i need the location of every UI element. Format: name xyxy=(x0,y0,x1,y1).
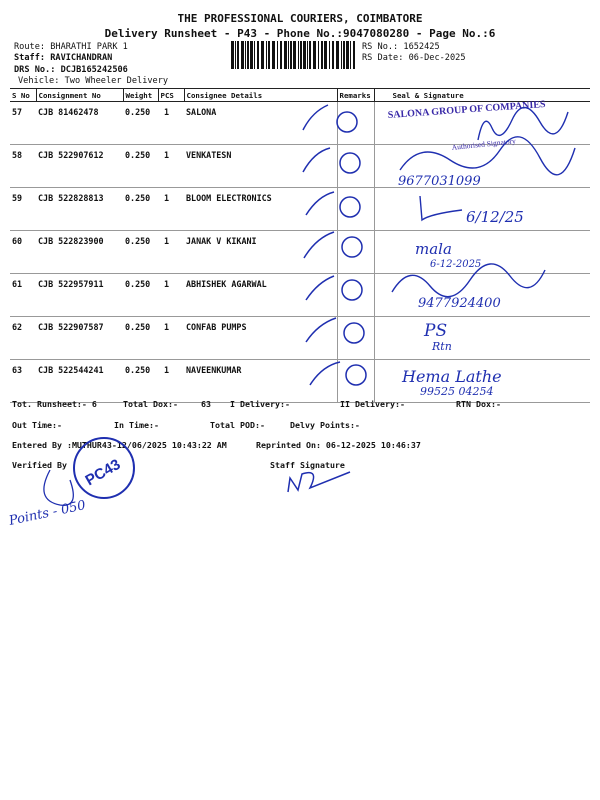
cell-consignee: JANAK V KIKANI xyxy=(184,231,337,274)
rs-no-label: RS No.: xyxy=(362,42,399,52)
cell-remarks xyxy=(337,188,374,231)
cell-seal xyxy=(374,102,590,145)
staff-label: Staff: xyxy=(14,53,46,63)
cell-seal xyxy=(374,145,590,188)
phone-58: 9677031099 xyxy=(398,174,481,189)
cell-seal xyxy=(374,317,590,360)
verified-by: Verified By xyxy=(12,460,67,470)
i-delivery: I Delivery:- xyxy=(230,399,290,409)
entered-by: Entered By :MUTHUR43-12/06/2025 10:43:22 AM xyxy=(12,440,227,450)
rtn-dox: RTN Dox:- xyxy=(456,399,501,409)
out-time: Out Time:- xyxy=(12,420,62,430)
staff-value: RAVICHANDRAN xyxy=(50,53,113,63)
barcode-bar xyxy=(353,41,355,69)
cell-consignment: CJB 522828813 xyxy=(36,188,123,231)
cell-sno: 59 xyxy=(10,188,36,231)
col-consignee: Consignee Details xyxy=(184,89,337,102)
route-line xyxy=(14,42,128,52)
cell-consignment: CJB 522544241 xyxy=(36,360,123,403)
barcode-bar xyxy=(346,41,349,69)
name-62: PS xyxy=(424,321,448,341)
pc-stamp-text: PC43 xyxy=(82,455,124,490)
drs-label: DRS No.: xyxy=(14,65,56,75)
cell-sno: 61 xyxy=(10,274,36,317)
cell-pcs: 1 xyxy=(158,274,184,317)
rs-date-label: RS Date: xyxy=(362,53,404,63)
rs-no-value: 1652425 xyxy=(403,42,440,52)
ii-delivery: II Delivery:- xyxy=(340,399,405,409)
date-60: 6-12-2025 xyxy=(430,259,482,270)
barcode-bar xyxy=(235,41,236,69)
cell-pcs: 1 xyxy=(158,102,184,145)
cell-remarks xyxy=(337,317,374,360)
table-row xyxy=(10,360,590,403)
total-dox xyxy=(123,399,211,409)
table-row xyxy=(10,317,590,360)
total-pod: Total POD:- xyxy=(210,420,265,430)
cell-pcs: 1 xyxy=(158,231,184,274)
barcode xyxy=(230,41,358,69)
barcode-bar xyxy=(343,41,345,69)
company-title: THE PROFESSIONAL COURIERS, COIMBATORE xyxy=(177,12,423,25)
barcode-bar xyxy=(298,41,299,69)
cell-consignment: CJB 522823900 xyxy=(36,231,123,274)
barcode-bar xyxy=(247,41,249,69)
cell-weight: 0.250 xyxy=(123,102,158,145)
cell-seal xyxy=(374,188,590,231)
cell-pcs: 1 xyxy=(158,317,184,360)
cell-weight: 0.250 xyxy=(123,231,158,274)
phone-63: 99525 04254 xyxy=(420,385,494,398)
cell-consignee: VENKATESN xyxy=(184,145,337,188)
staff-signature-label: Staff Signature xyxy=(270,460,345,470)
table-row xyxy=(10,102,590,145)
cell-remarks xyxy=(337,145,374,188)
date-59: 6/12/25 xyxy=(466,208,524,226)
barcode-bar xyxy=(336,41,339,69)
barcode-bar xyxy=(341,41,342,69)
authorised-stamp: Authorised Signatory xyxy=(451,136,517,152)
cell-seal xyxy=(374,274,590,317)
col-consignment: Consignment No xyxy=(36,89,123,102)
barcode-bar xyxy=(318,41,319,69)
barcode-bar xyxy=(245,41,246,69)
barcode-bar xyxy=(307,41,308,69)
runsheet-title: Delivery Runsheet - P43 - Phone No.:9047080280 - Page No.:6 xyxy=(104,27,496,40)
runsheet-table xyxy=(10,88,590,403)
cell-seal xyxy=(374,360,590,403)
barcode-bar xyxy=(250,41,253,69)
barcode-bar xyxy=(321,41,323,69)
cell-remarks xyxy=(337,231,374,274)
cell-seal xyxy=(374,231,590,274)
tot-runsheet: Tot. Runsheet:- 6 xyxy=(12,399,97,409)
table-header-row xyxy=(10,89,590,102)
staff-line xyxy=(14,53,112,63)
barcode-bar xyxy=(277,41,278,69)
barcode-bar xyxy=(293,41,296,69)
route-value: BHARATHI PARK 1 xyxy=(50,42,128,52)
barcode-bar xyxy=(303,41,306,69)
vehicle-line xyxy=(18,76,168,86)
name-63: Hema Lathe xyxy=(402,367,502,386)
name-60: mala xyxy=(415,240,452,258)
cell-remarks xyxy=(337,360,374,403)
salona-stamp: SALONA GROUP OF COMPANIES xyxy=(387,98,546,121)
cell-consignment: CJB 522907612 xyxy=(36,145,123,188)
cell-consignment: CJB 522957911 xyxy=(36,274,123,317)
rtn-62: Rtn xyxy=(432,340,452,353)
col-weight: Weight xyxy=(123,89,158,102)
barcode-bar xyxy=(237,41,239,69)
col-remarks: Remarks xyxy=(337,89,374,102)
col-seal: Seal & Signature xyxy=(374,89,590,102)
cell-consignee: NAVEENKUMAR xyxy=(184,360,337,403)
barcode-bar xyxy=(324,41,327,69)
in-time: In Time:- xyxy=(114,420,159,430)
cell-pcs: 1 xyxy=(158,360,184,403)
cell-sno: 63 xyxy=(10,360,36,403)
rs-no-line xyxy=(362,42,440,52)
rs-date-value: 06-Dec-2025 xyxy=(408,53,466,63)
cell-consignee: SALONA xyxy=(184,102,337,145)
barcode-bar xyxy=(261,41,264,69)
barcode-bar xyxy=(280,41,282,69)
phone-61: 9477924400 xyxy=(418,296,501,311)
vehicle-value: Two Wheeler Delivery xyxy=(64,76,169,86)
table-row xyxy=(10,231,590,274)
staff-signature xyxy=(288,472,350,492)
cell-sno: 62 xyxy=(10,317,36,360)
delvy-points: Delvy Points:- xyxy=(290,420,360,430)
cell-sno: 57 xyxy=(10,102,36,145)
cell-pcs: 1 xyxy=(158,188,184,231)
loop-scribble xyxy=(44,470,73,505)
cell-weight: 0.250 xyxy=(123,274,158,317)
cell-remarks xyxy=(337,274,374,317)
table-row xyxy=(10,188,590,231)
barcode-bar xyxy=(309,41,311,69)
total-dox-label: Total Dox:- xyxy=(123,399,178,409)
cell-consignee: ABHISHEK AGARWAL xyxy=(184,274,337,317)
cell-sno: 58 xyxy=(10,145,36,188)
cell-consignment: CJB 522907587 xyxy=(36,317,123,360)
table-row xyxy=(10,274,590,317)
points-note: Points - 050 xyxy=(7,498,88,529)
barcode-bar xyxy=(290,41,292,69)
cell-consignee: BLOOM ELECTRONICS xyxy=(184,188,337,231)
cell-sno: 60 xyxy=(10,231,36,274)
cell-weight: 0.250 xyxy=(123,188,158,231)
total-dox-value: 63 xyxy=(200,399,211,409)
col-sno: S No xyxy=(10,89,36,102)
cell-weight: 0.250 xyxy=(123,360,158,403)
reprinted-on: Reprinted On: 06-12-2025 10:46:37 xyxy=(256,440,421,450)
rs-date-line xyxy=(362,53,466,63)
barcode-bar xyxy=(350,41,351,69)
barcode-bar xyxy=(257,41,259,69)
table-row xyxy=(10,145,590,188)
route-label: Route: xyxy=(14,42,46,52)
barcode-bar xyxy=(300,41,302,69)
barcode-bar xyxy=(284,41,287,69)
barcode-bar xyxy=(329,41,330,69)
cell-remarks xyxy=(337,102,374,145)
cell-weight: 0.250 xyxy=(123,145,158,188)
barcode-bar xyxy=(332,41,334,69)
col-pcs: PCS xyxy=(158,89,184,102)
barcode-bar xyxy=(288,41,289,69)
cell-weight: 0.250 xyxy=(123,317,158,360)
barcode-bar xyxy=(272,41,275,69)
cell-consignment: CJB 81462478 xyxy=(36,102,123,145)
cell-pcs: 1 xyxy=(158,145,184,188)
barcode-bar xyxy=(231,41,234,69)
cell-consignee: CONFAB PUMPS xyxy=(184,317,337,360)
drs-line xyxy=(14,65,128,75)
vehicle-label: Vehicle: xyxy=(18,76,60,86)
barcode-bar xyxy=(268,41,270,69)
barcode-bar xyxy=(266,41,267,69)
barcode-bar xyxy=(254,41,255,69)
drs-value: DCJB165242506 xyxy=(60,65,128,75)
barcode-bar xyxy=(241,41,244,69)
barcode-bar xyxy=(313,41,316,69)
